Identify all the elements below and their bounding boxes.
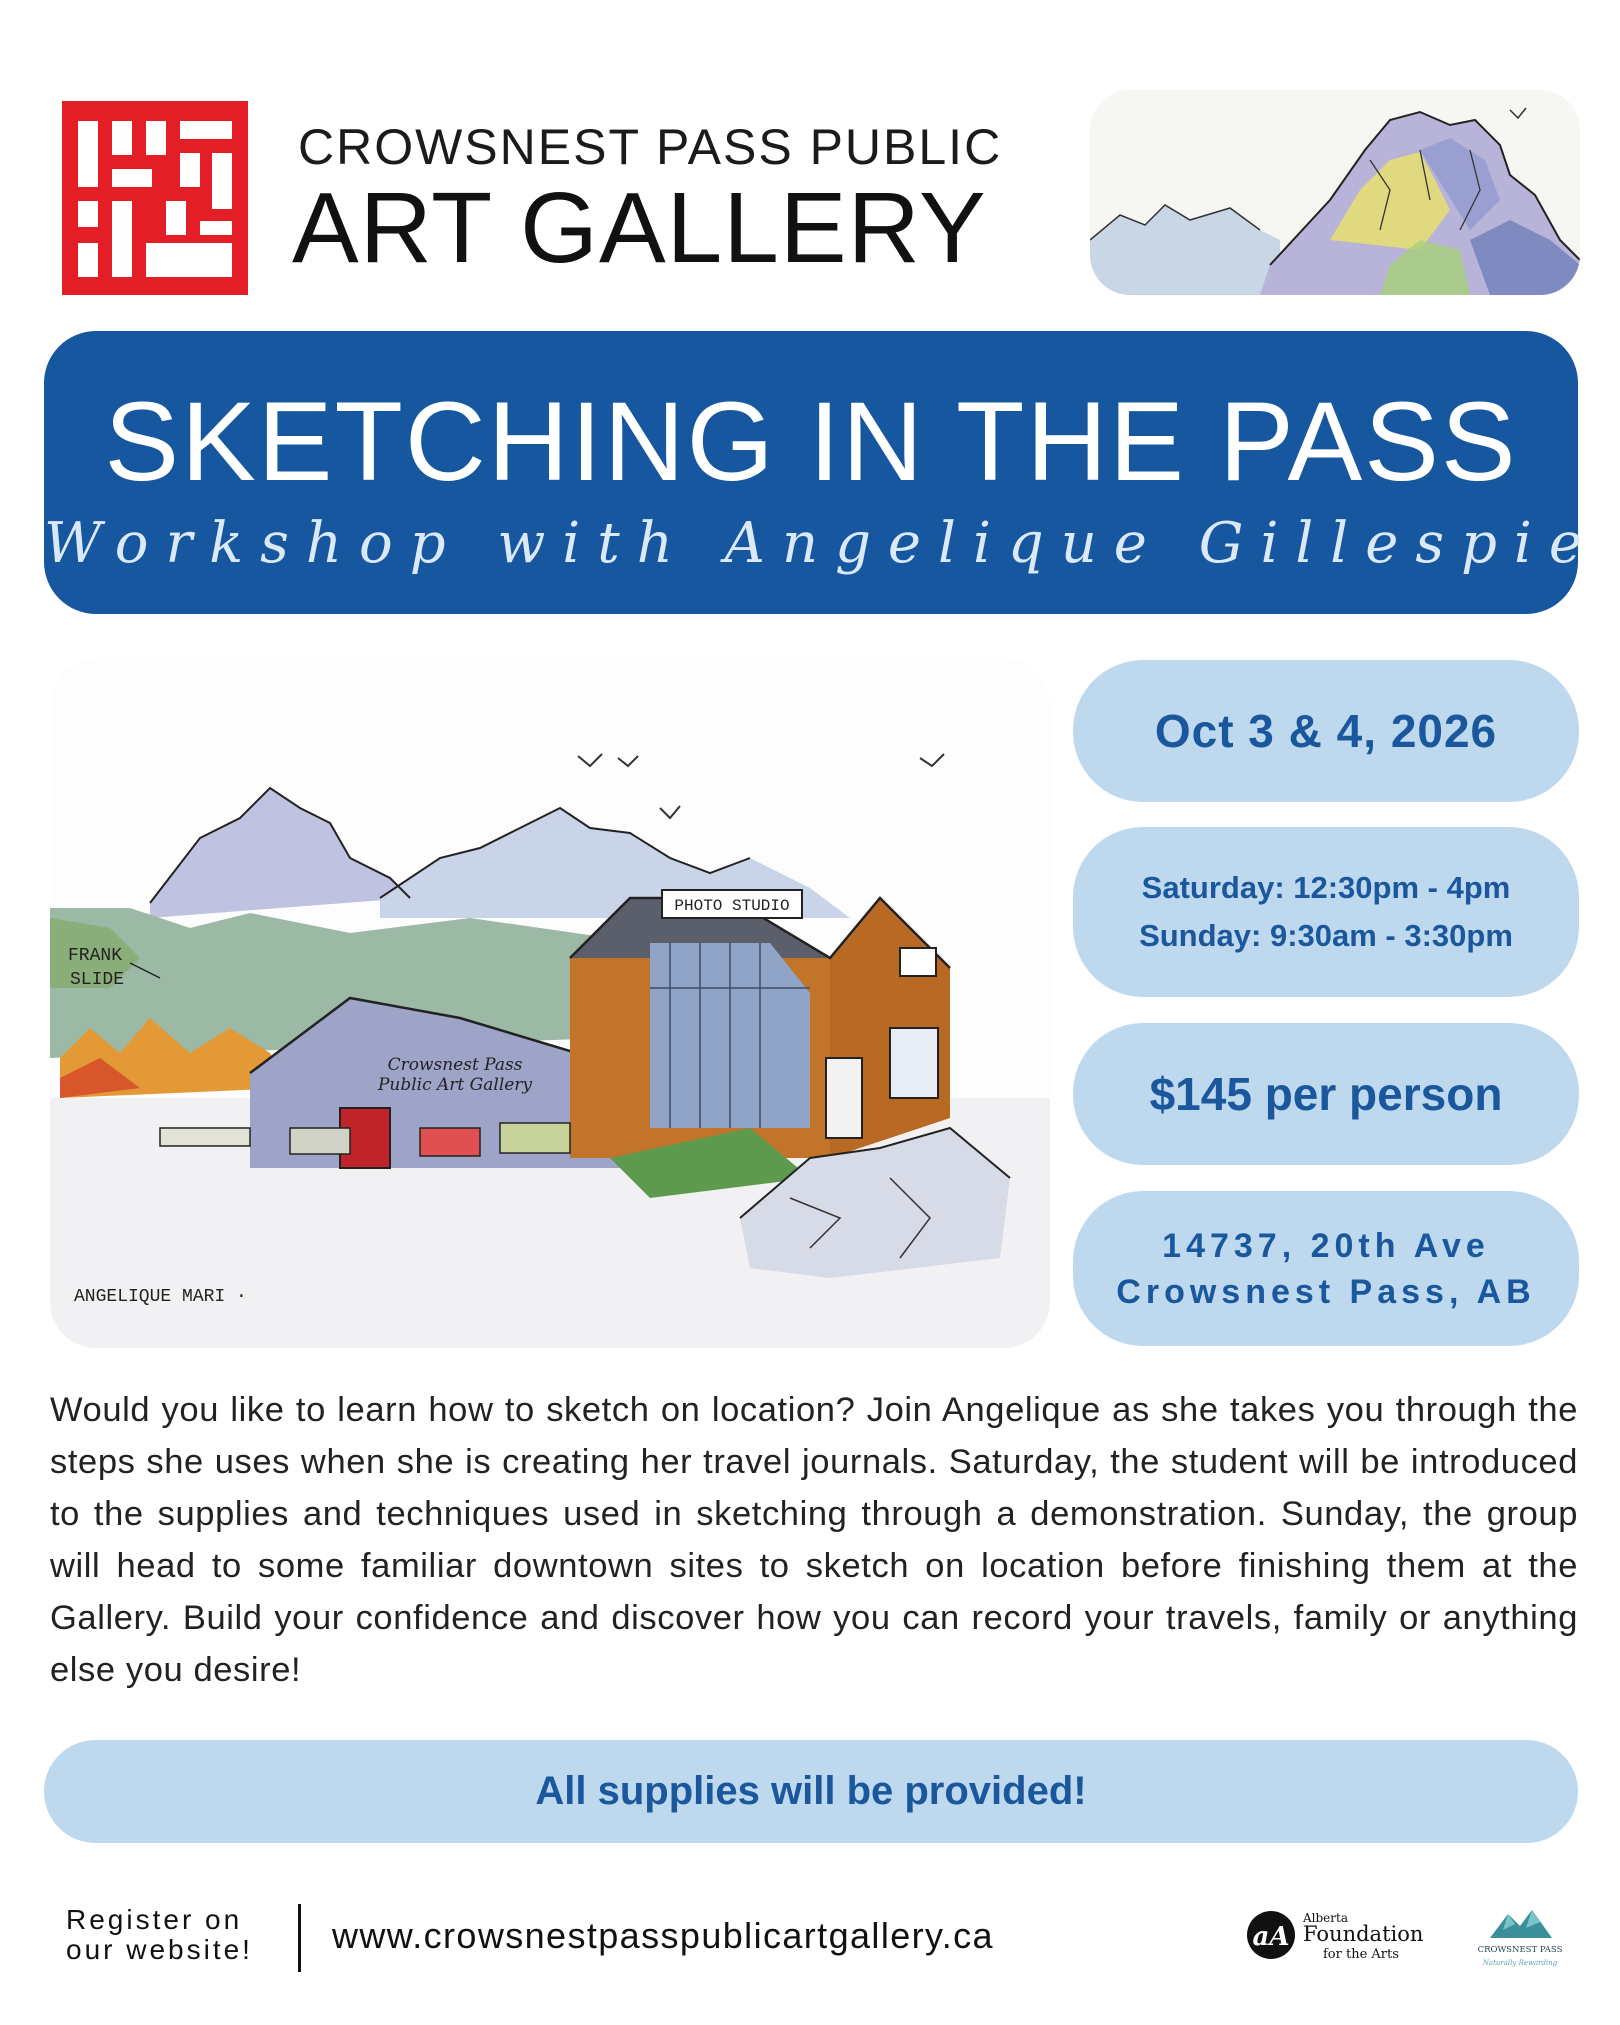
address-line1: 14737, 20th Ave [1162,1226,1490,1265]
photo-studio-sign: PHOTO STUDIO [674,897,790,915]
svg-text:for the Arts: for the Arts [1323,1947,1399,1962]
svg-text:Naturally Rewarding: Naturally Rewarding [1482,1959,1558,1967]
svg-text:Alberta: Alberta [1303,1911,1348,1925]
gallery-building-sketch-image [50,658,1050,1348]
footer-divider [298,1904,301,1972]
register-line1: Register on [66,1904,243,1935]
website-link[interactable]: www.crowsnestpasspublicartgallery.ca [332,1915,994,1956]
frank-slide-label-line2: SLIDE [70,970,125,990]
frank-slide-label-line1: FRANK [68,946,123,966]
afa-logo [1243,1905,1443,1965]
crowsnest-pass-logo [1470,1900,1570,1975]
supplies-note: All supplies will be provided! [535,1769,1087,1813]
register-prompt [66,1905,253,1965]
price: $145 per person [1149,1068,1503,1120]
workshop-description: Would you like to learn how to sketch on location? Join Angelique as she takes you through the steps she uses when she is creating her travel journals. Saturday, the student will be introduced to the supplies and techniques used in sketching through a demonstration. Sunday, the group will head to some familiar downtown sites to sketch on location before finishing them at the Gallery. Build your confidence and discover how you can record your travels, family or anything else you desire! [50,1391,1578,1689]
event-date: Oct 3 & 4, 2026 [1154,705,1498,757]
workshop-subtitle: Workshop with Angelique Gillespie [44,511,1599,576]
gallery-sign-line1: Crowsnest Pass [387,1055,523,1075]
org-name-line1: CROWSNEST PASS PUBLIC [298,119,1003,175]
gallery-logo [62,101,248,295]
gallery-sign-line2: Public Art Gallery [377,1075,533,1095]
org-name-line2: ART GALLERY [292,172,987,284]
address-pill [1073,1191,1579,1346]
svg-text:Foundation: Foundation [1303,1922,1424,1946]
saturday-hours: Saturday: 12:30pm - 4pm [1141,870,1511,905]
sunday-hours: Sunday: 9:30am - 3:30pm [1139,918,1513,953]
event-date-pill [1073,660,1579,802]
artist-signature: ANGELIQUE MARI · [74,1287,247,1307]
svg-text:CROWSNEST PASS: CROWSNEST PASS [1477,1945,1563,1955]
title-banner [44,331,1599,614]
register-line2: our website! [66,1934,253,1965]
mountain-sketch-image [1090,90,1580,295]
event-times-pill [1073,827,1579,997]
workshop-title: SKETCHING IN THE PASS [104,379,1518,504]
svg-text:aA: aA [1252,1922,1290,1952]
price-pill [1073,1023,1579,1165]
address-line2: Crowsnest Pass, AB [1116,1272,1536,1311]
supplies-banner [44,1740,1578,1843]
